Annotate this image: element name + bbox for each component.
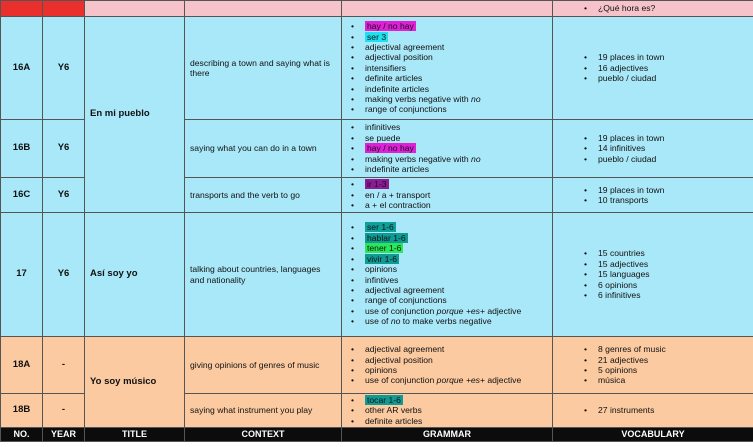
grammar-text: opinions [365,264,398,275]
grammar-item [365,164,547,174]
grammar-item [365,264,547,274]
grammar-text: ir 1-3 [367,179,387,190]
grammar-cell [342,120,553,178]
grammar-item [365,94,547,104]
top-grammar-cell [342,1,553,17]
grammar-item [365,42,547,52]
grammar-text: hablar 1-6 [367,232,406,243]
grammar-cell [342,337,553,394]
vocab-cell [553,17,753,120]
unit-year: Y6 [43,213,85,337]
grammar-item [365,316,547,326]
grammar-text: other AR verbs [365,405,422,416]
grammar-emphasis: no [471,94,481,105]
header-title: TITLE [85,428,185,442]
grammar-item [365,243,547,253]
unit-context: transports and the verb to go [185,178,342,213]
unit-context: describing a town and saying what is there [185,17,342,120]
vocab-item: • 27 instruments [598,405,748,415]
header-year: YEAR [43,428,85,442]
grammar-item [365,395,547,405]
table-row-17 [1,213,753,337]
vocab-item: • 19 places in town [598,52,748,62]
grammar-cell [342,17,553,120]
grammar-item [365,52,547,62]
grammar-text: indefinite articles [365,83,430,94]
grammar-tail: to make verbs negative [400,316,492,327]
header-vocabulary: VOCABULARY [553,428,753,442]
grammar-text: adjectival agreement [365,41,445,52]
vocab-cell [553,213,753,337]
unit-number: 18B [1,394,43,428]
unit-year: Y6 [43,178,85,213]
table-row-16a [1,17,753,120]
grammar-tail: adjective [484,375,522,386]
grammar-text: hay / no hay [367,21,414,32]
grammar-item [365,233,547,243]
vocab-cell [553,337,753,394]
grammar-item [365,254,547,264]
header-context: CONTEXT [185,428,342,442]
vocab-cell [553,178,753,213]
unit-context: saying what instrument you play [185,394,342,428]
vocab-item: • 8 genres of music [598,344,748,354]
grammar-item [365,154,547,164]
grammar-item [365,222,547,232]
grammar-text: use of conjunction [365,375,437,386]
unit-title: En mi pueblo [85,17,185,213]
grammar-item [365,375,547,385]
grammar-cell [342,178,553,213]
list-item: • ¿Qué hora es? [598,3,748,13]
vocab-item: • música [598,375,748,385]
top-context-cell [185,1,342,17]
grammar-text: range of conjunctions [365,295,447,306]
unit-year: Y6 [43,120,85,178]
grammar-text: en / a + transport [365,189,431,200]
vocab-item: • pueblo / ciudad [598,154,748,164]
grammar-item [365,295,547,305]
grammar-tail: adjective [484,305,522,316]
header-no: NO. [1,428,43,442]
grammar-item [365,365,547,375]
grammar-text: adjectival agreement [365,284,445,295]
grammar-text: a + el contraction [365,200,431,211]
grammar-item [365,104,547,114]
vocab-item: • 10 transports [598,195,748,205]
grammar-text: use of conjunction [365,305,437,316]
grammar-text: making verbs negative with [365,153,472,164]
grammar-item [365,133,547,143]
grammar-cell [342,394,553,428]
grammar-text: indefinite articles [365,164,430,175]
grammar-text: range of conjunctions [365,104,447,115]
grammar-item [365,84,547,94]
vocab-cell [553,120,753,178]
grammar-text: opinions [365,365,398,375]
grammar-text: vivir 1-6 [367,253,398,264]
grammar-text: use of [365,316,391,327]
grammar-text: infintives [365,274,399,285]
grammar-item [365,32,547,42]
top-vocab-cell [553,1,753,17]
grammar-text: tener 1-6 [367,243,402,254]
grammar-text: infinitives [365,122,401,133]
grammar-item [365,122,547,132]
grammar-item [365,21,547,31]
unit-number: 18A [1,337,43,394]
unit-context: giving opinions of genres of music [185,337,342,394]
grammar-item [365,306,547,316]
vocab-item: • pueblo / ciudad [598,73,748,83]
grammar-emphasis: porque +es+ [436,305,485,316]
grammar-item [365,285,547,295]
grammar-item [365,405,547,415]
vocab-item: • 6 infinitives [598,290,748,300]
vocab-item: • 15 countries [598,248,748,258]
unit-title: Yo soy músico [85,337,185,428]
top-no-cell [1,1,43,17]
grammar-emphasis: no [390,316,401,327]
vocab-item: • 14 infinitives [598,143,748,153]
grammar-text: adjectival position [365,354,433,365]
grammar-text: intensifiers [365,62,407,73]
grammar-text: adjectival agreement [365,344,445,355]
table-row-18a [1,337,753,394]
header-grammar: GRAMMAR [342,428,553,442]
unit-number: 16A [1,17,43,120]
table-row-top [1,1,753,17]
unit-title: Así soy yo [85,213,185,337]
grammar-text: making verbs negative with [365,94,472,105]
grammar-item [365,416,547,426]
grammar-emphasis: no [471,153,481,164]
vocab-item: • 5 opinions [598,365,748,375]
vocab-item: • 21 adjectives [598,355,748,365]
grammar-text: adjectival position [365,52,433,63]
grammar-item [365,200,547,210]
grammar-text: tocar 1-6 [367,394,401,405]
unit-year: - [43,337,85,394]
unit-context: saying what you can do in a town [185,120,342,178]
unit-number: 17 [1,213,43,337]
grammar-emphasis: porque +es+ [436,375,485,386]
grammar-text: ser 1-6 [367,222,394,233]
vocab-item: • 15 languages [598,269,748,279]
grammar-text: definite articles [365,415,423,426]
table-header-row [1,428,753,442]
grammar-text: definite articles [365,73,423,84]
vocab-item: • 16 adjectives [598,63,748,73]
grammar-item [365,73,547,83]
grammar-item [365,355,547,365]
grammar-item [365,143,547,153]
grammar-item [365,179,547,189]
unit-context: talking about countries, languages and nationality [185,213,342,337]
grammar-item [365,63,547,73]
grammar-text: se puede [365,132,401,143]
vocab-item: • 19 places in town [598,133,748,143]
vocab-item: • 6 opinions [598,280,748,290]
grammar-item [365,275,547,285]
vocab-item: • 15 adjectives [598,259,748,269]
top-year-cell [43,1,85,17]
unit-year: - [43,394,85,428]
top-title-cell [85,1,185,17]
grammar-text: ser 3 [367,31,387,42]
grammar-text: hay / no hay [367,143,414,154]
grammar-item [365,344,547,354]
unit-number: 16B [1,120,43,178]
unit-year: Y6 [43,17,85,120]
unit-number: 16C [1,178,43,213]
vocab-cell [553,394,753,428]
vocab-item: • 19 places in town [598,185,748,195]
grammar-item [365,190,547,200]
grammar-cell [342,213,553,337]
